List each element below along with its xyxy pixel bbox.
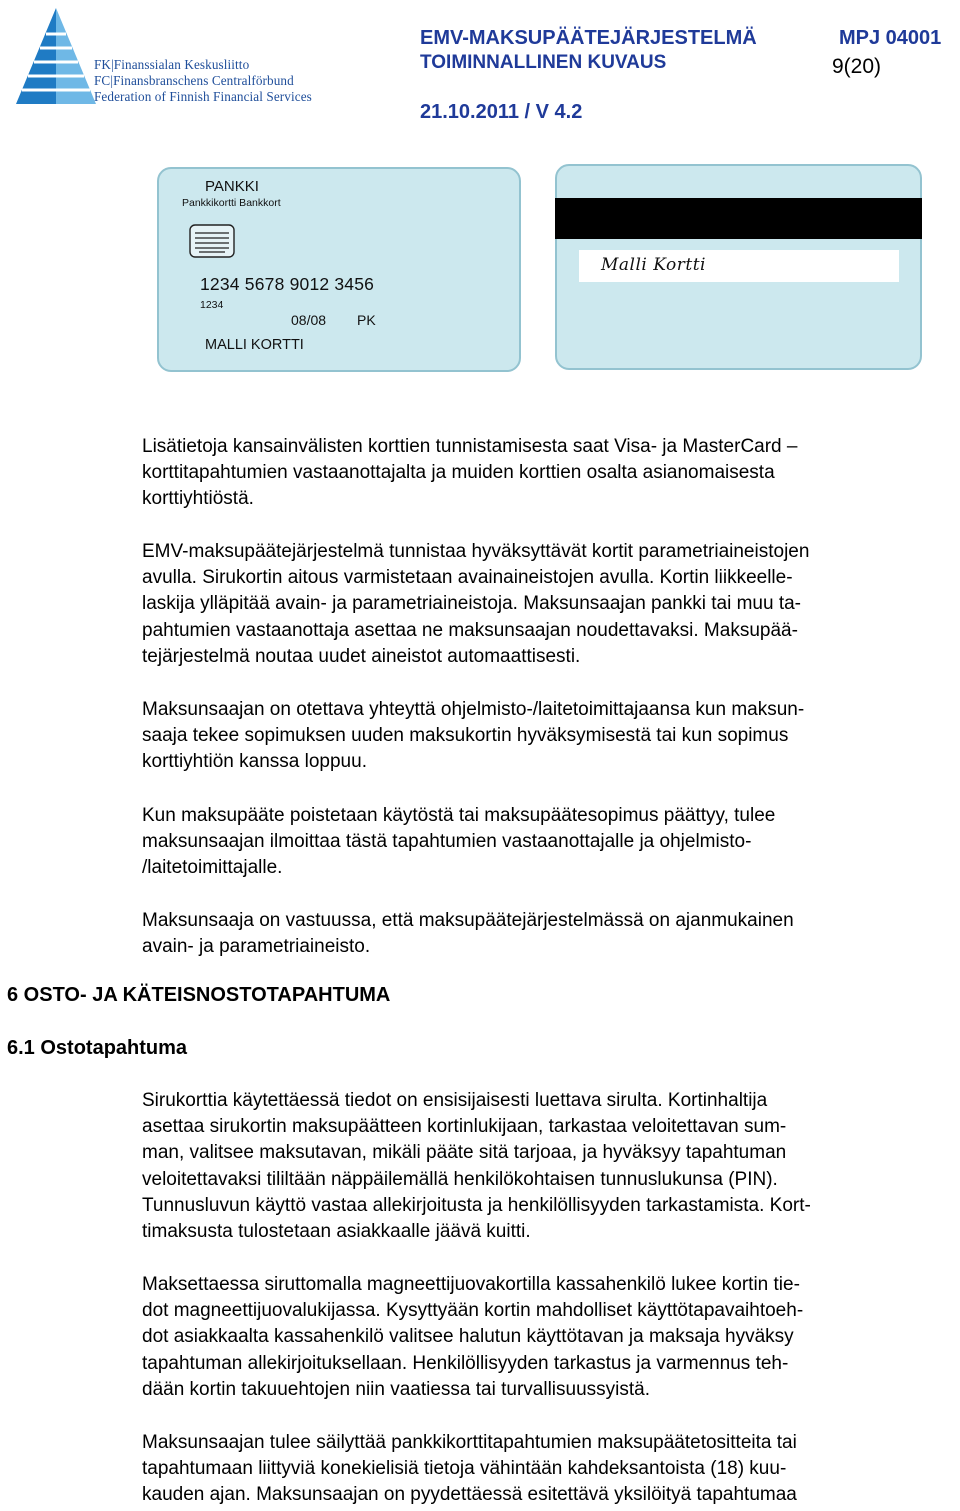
card-expiry: 08/08 — [291, 312, 327, 328]
text-line: Maksunsaajan tulee säilyttää pankkikorttitapahtumien maksupäätetositteita tai — [142, 1432, 797, 1453]
text-line: maksunsaajan ilmoittaa tästä tapahtumien vastaanottajalle ja ohjelmisto- — [142, 831, 752, 853]
text-line: korttitapahtumien vastaanottajalta ja muiden korttien osalta asianomaisesta — [142, 462, 775, 484]
paragraph-emv-parameters — [142, 539, 932, 670]
text-line: saaja tekee sopimuksen uuden maksukortin hyväksymisestä tai kun sopimus — [142, 725, 789, 747]
text-line: avain- ja parametriaineisto. — [142, 936, 371, 958]
paragraph-magstripe-purchase — [142, 1272, 932, 1403]
document-subtitle: TOIMINNALLINEN KUVAUS — [420, 52, 667, 73]
card-type: Pankkikortti Bankkort — [182, 197, 281, 209]
text-line: asettaa sirukortin maksupäätteen kortinlukijaan, tarkastaa veloitettavan sum- — [142, 1116, 787, 1138]
text-line: Maksunsaajan on otettava yhteyttä ohjelmisto-/laitetoimittajaansa kun maksun- — [142, 699, 805, 720]
card-code: PK — [357, 312, 376, 328]
section-heading: 6 OSTO- JA KÄTEISNOSTOTAPAHTUMA — [7, 984, 391, 1006]
paragraph-chip-purchase — [142, 1088, 932, 1245]
text-line: Maksunsaaja on vastuussa, että maksupäätejärjestelmässä on ajanmukainen — [142, 910, 794, 931]
card-signature: Malli Kortti — [601, 255, 706, 275]
text-line: man, valitsee maksutavan, mikäli pääte sitä tarjoaa, ja hyväksyy tapahtuman — [142, 1142, 787, 1164]
card-holder-name: MALLI KORTTI — [205, 337, 304, 353]
text-line: Lisätietoja kansainvälisten korttien tunnistamisesta saat Visa- ja MasterCard – — [142, 436, 798, 457]
paragraph-contact-supplier — [142, 697, 932, 776]
text-line: korttiyhtiöstä. — [142, 488, 254, 510]
text-line: Kun maksupääte poistetaan käytöstä tai maksupäätesopimus päättyy, tulee — [142, 805, 776, 826]
text-line: Tunnusluvun käyttö vastaa allekirjoitusta ja henkilöllisyyden tarkastamista. Kort- — [142, 1194, 811, 1216]
document-title: EMV-MAKSUPÄÄTEJÄRJESTELMÄ — [420, 27, 757, 49]
text-line: tejärjestelmä noutaa uudet aineistot automaattisesti. — [142, 645, 581, 667]
text-line: korttiyhtiön kanssa loppuu. — [142, 751, 367, 773]
paragraph-card-info — [142, 434, 932, 513]
card-short-number: 1234 — [200, 299, 224, 311]
document-code: MPJ 04001 — [839, 27, 942, 49]
text-line: laskija ylläpitää avain- ja parametriaineistoja. Maksunsaajan pankki tai muu ta- — [142, 593, 801, 615]
card-number: 1234 5678 9012 3456 — [200, 274, 375, 294]
text-line: dään kortin takuuehtojen niin vaatiessa tai turvallisuussyistä. — [142, 1378, 651, 1400]
text-line: dot asiakkaalta kassahenkilö valitsee halutun käyttötavan ja maksaja hyväksy — [142, 1326, 794, 1348]
magnetic-stripe — [555, 198, 922, 239]
org-line-sv: FC|Finansbranschens Centralförbund — [94, 73, 294, 88]
paragraph-record-retention — [142, 1430, 932, 1509]
org-line-en: Federation of Finnish Financial Services — [94, 89, 312, 104]
paragraph-responsibility — [142, 908, 932, 960]
text-line: EMV-maksupäätejärjestelmä tunnistaa hyväksyttävät kortit parametriaineistojen — [142, 541, 810, 562]
page-number: 9(20) — [832, 55, 882, 78]
card-bank-name: PANKKI — [205, 178, 259, 195]
text-line: tapahtumaan liittyviä konekielisiä tietoja vähintään kahdeksantoista (18) kuu- — [142, 1458, 787, 1480]
text-line: avulla. Sirukortin aitous varmistetaan avainaineistojen avulla. Kortin liikkeelle- — [142, 567, 793, 589]
signature-panel — [579, 250, 899, 282]
paragraph-terminal-removal — [142, 803, 932, 882]
text-line: Sirukorttia käytettäessä tiedot on ensisijaisesti luettava sirulta. Kortinhaltija — [142, 1090, 768, 1111]
card-front-illustration — [157, 167, 521, 372]
text-line: timaksusta tulostetaan asiakkaalle jäävä kuitti. — [142, 1221, 531, 1243]
org-line-fi: FK|Finanssialan Keskusliitto — [94, 57, 250, 72]
card-back-illustration — [555, 164, 922, 370]
chip-icon — [189, 224, 235, 258]
text-line: dot magneettijuovalukijassa. Kysyttyään kortin mahdolliset käyttötapavaihtoeh- — [142, 1300, 804, 1322]
subsection-heading: 6.1 Ostotapahtuma — [7, 1037, 188, 1059]
document-date-version: 21.10.2011 / V 4.2 — [420, 101, 583, 123]
text-line: pahtumien vastaanottaja asettaa ne maksunsaajan noudettavaksi. Maksupää- — [142, 619, 798, 641]
text-line: Maksettaessa siruttomalla magneettijuovakortilla kassahenkilö lukee kortin tie- — [142, 1274, 800, 1295]
organization-name — [94, 57, 312, 105]
text-line: tapahtuman allekirjoituksellaan. Henkilöllisyyden tarkastus ja varmennus teh- — [142, 1352, 789, 1374]
text-line: /laitetoimittajalle. — [142, 857, 283, 879]
text-line: kauden ajan. Maksunsaajan on pyydettäessä esitettävä yksilöityä tapahtumaa — [142, 1484, 797, 1506]
text-line: veloitettavaksi tililtään näppäilemällä henkilökohtaisen tunnuslukunsa (PIN). — [142, 1168, 778, 1190]
